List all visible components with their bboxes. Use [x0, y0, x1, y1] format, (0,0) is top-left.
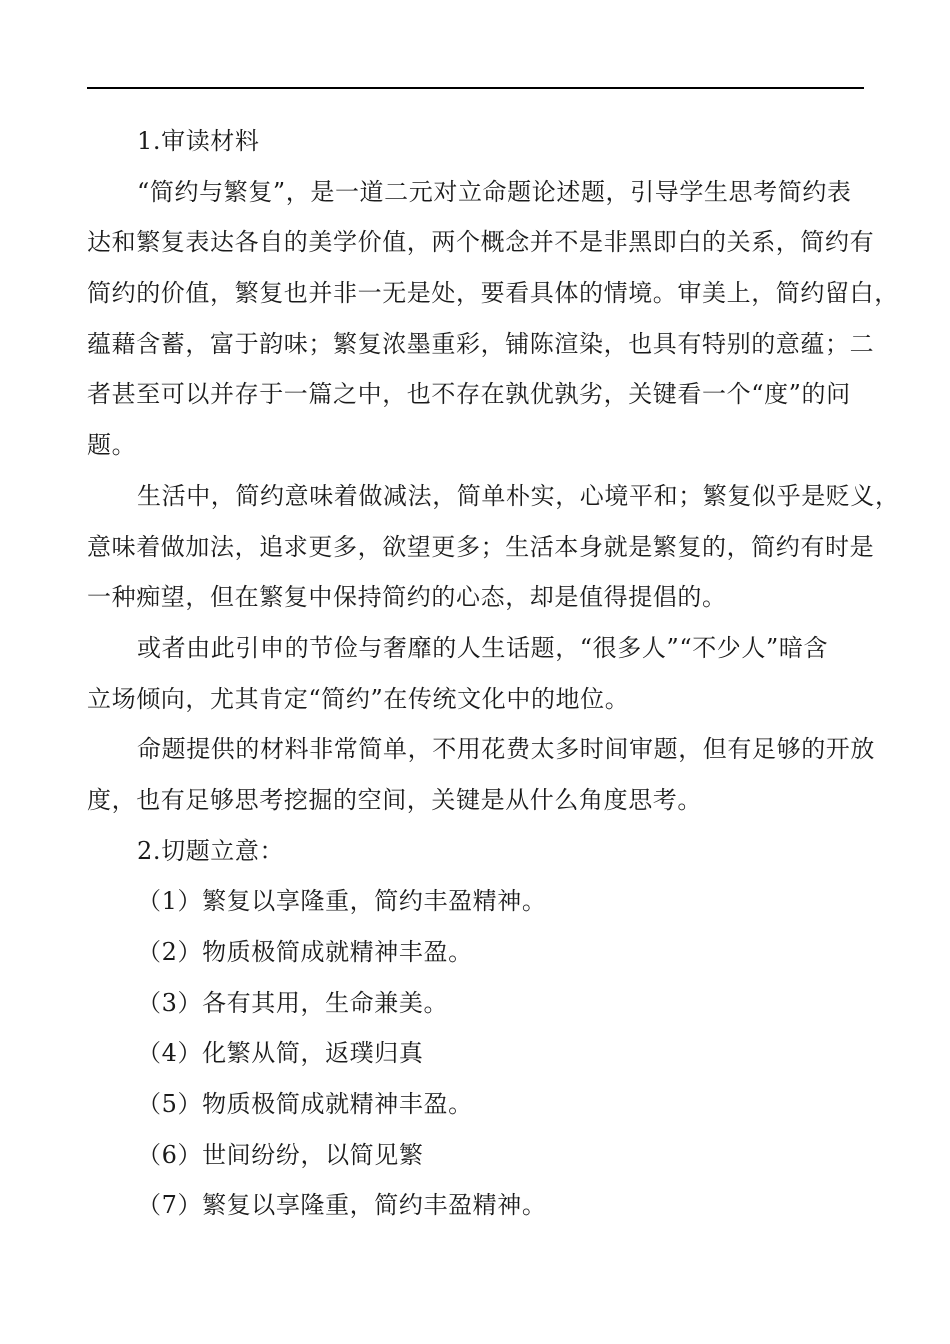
paragraph	[87, 167, 899, 471]
text-line: （7）繁复以享隆重，简约丰盈精神。	[137, 1191, 547, 1220]
section-heading	[87, 116, 864, 167]
text-line: （3）各有其用，生命兼美。	[137, 988, 449, 1017]
document-body	[87, 116, 900, 1231]
list-item	[87, 978, 864, 1029]
paragraph	[87, 724, 875, 825]
paragraph	[87, 471, 900, 623]
list-item	[87, 1130, 864, 1181]
list-item	[87, 1180, 864, 1231]
list-item	[87, 876, 864, 927]
text-line: “简约与繁复”，是一道二元对立命题论述题，引导学生思考简约表	[137, 177, 852, 206]
text-line: （1）繁复以享隆重，简约丰盈精神。	[137, 887, 547, 916]
text-line: 蕴藉含蓄，富于韵味；繁复浓墨重彩，铺陈渲染，也具有特别的意蕴；二	[87, 329, 875, 358]
list-item	[87, 1028, 864, 1079]
text-line: 题。	[87, 431, 137, 460]
text-line: （5）物质极简成就精神丰盈。	[137, 1090, 473, 1119]
text-line: 2.切题立意：	[137, 836, 285, 865]
section-heading	[87, 826, 864, 877]
text-line: 命题提供的材料非常简单，不用花费太多时间审题，但有足够的开放	[137, 735, 875, 764]
header-rule	[87, 87, 864, 89]
list-item	[87, 927, 864, 978]
text-line: 简约的价值，繁复也并非一无是处，要看具体的情境。审美上，简约留白，	[87, 279, 899, 308]
text-line: 生活中，简约意味着做减法，简单朴实，心境平和；繁复似乎是贬义，	[137, 481, 900, 510]
text-line: 达和繁复表达各自的美学价值，两个概念并不是非黑即白的关系，简约有	[87, 228, 875, 257]
text-line: 立场倾向，尤其肯定“简约”在传统文化中的地位。	[87, 684, 630, 713]
text-line: 意味着做加法，追求更多，欲望更多；生活本身就是繁复的，简约有时是	[87, 532, 875, 561]
text-line: 者甚至可以并存于一篇之中，也不存在孰优孰劣，关键看一个“度”的问	[87, 380, 851, 409]
text-line: （4）化繁从简，返璞归真	[137, 1039, 424, 1068]
text-line: 度，也有足够思考挖掘的空间，关键是从什么角度思考。	[87, 785, 702, 814]
text-line: （6）世间纷纷，以简见繁	[137, 1140, 424, 1169]
text-line: 或者由此引申的节俭与奢靡的人生话题，“很多人”“不少人”暗含	[137, 633, 829, 662]
text-line: （2）物质极简成就精神丰盈。	[137, 938, 473, 966]
text-line: 1.审读材料	[137, 127, 260, 155]
paragraph	[87, 623, 864, 724]
text-line: 一种痴望，但在繁复中保持简约的心态，却是值得提倡的。	[87, 583, 727, 612]
list-item	[87, 1079, 864, 1130]
